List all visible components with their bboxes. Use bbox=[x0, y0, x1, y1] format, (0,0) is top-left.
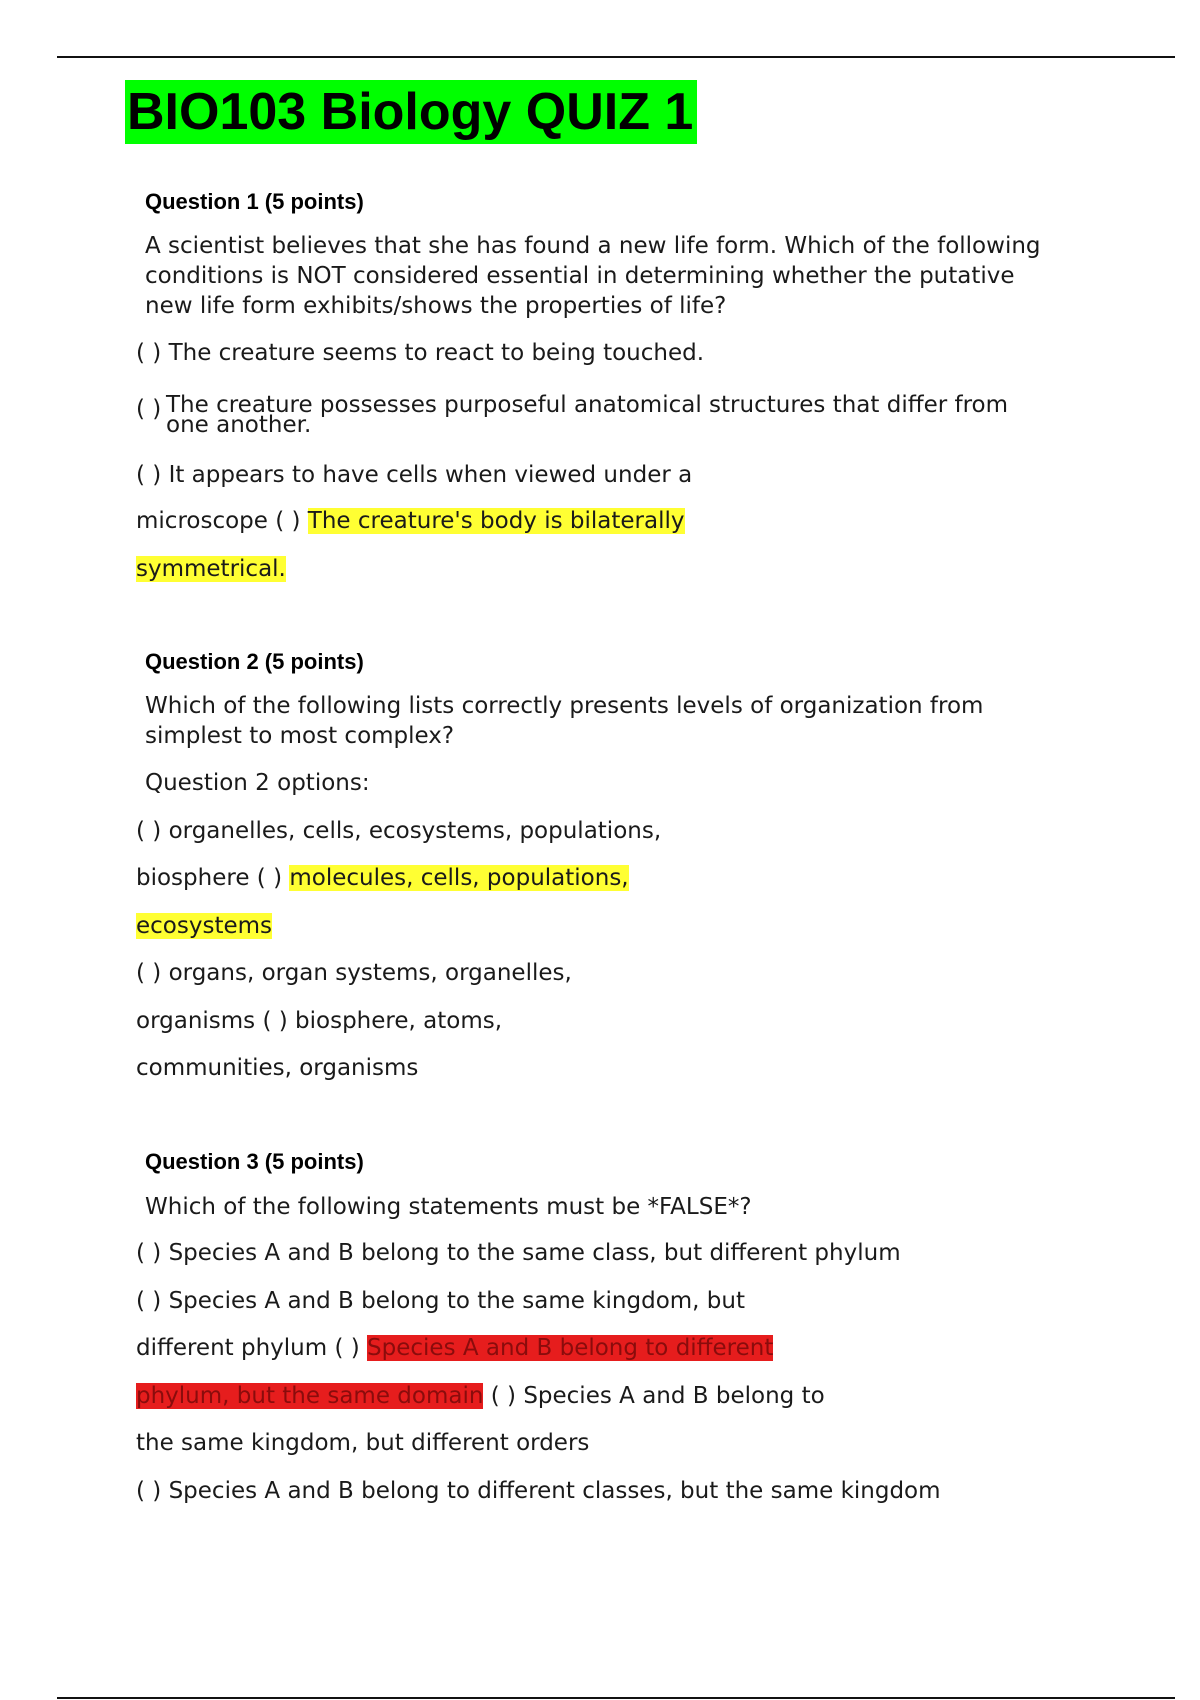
question-3-option-2-tail[interactable]: different phylum ( ) bbox=[136, 1335, 368, 1361]
question-1-option-3-line-1[interactable]: ( ) It appears to have cells when viewed under a bbox=[136, 462, 693, 488]
question-3-option-2-line-1[interactable]: ( ) Species A and B belong to the same kingdom, but bbox=[136, 1288, 745, 1314]
question-1-prompt-line-1: A scientist believes that she has found a new life form. Which of the following bbox=[145, 233, 1041, 259]
question-2-header: Question 2 (5 points) bbox=[145, 649, 364, 674]
question-2-option-3-line-1[interactable]: ( ) organs, organ systems, organelles, bbox=[136, 960, 572, 986]
top-rule bbox=[57, 56, 1175, 58]
question-2-option-1-line-1[interactable]: ( ) organelles, cells, ecosystems, populations, bbox=[136, 818, 662, 844]
question-3-wrong-answer-part-1[interactable]: Species A and B belong to different bbox=[367, 1335, 774, 1361]
question-2-prompt-line-1: Which of the following lists correctly presents levels of organization from bbox=[145, 693, 984, 719]
question-2-option-3-line-2[interactable]: organisms ( ) biosphere, atoms, bbox=[136, 1008, 503, 1034]
question-1-option-2-marker[interactable]: ( ) bbox=[136, 396, 162, 422]
question-1-correct-answer-part-2[interactable]: symmetrical. bbox=[136, 556, 286, 582]
question-2-option-4-line: communities, organisms bbox=[136, 1055, 419, 1081]
document-title: BIO103 Biology QUIZ 1 bbox=[125, 80, 697, 144]
question-1-option-1[interactable]: ( ) The creature seems to react to being touched. bbox=[136, 340, 705, 366]
question-1-option-2-line-1: The creature possesses purposeful anatomical structures that differ from bbox=[166, 392, 1009, 418]
question-3-wrong-answer-part-2[interactable]: phylum, but the same domain bbox=[136, 1383, 484, 1409]
question-1-option-4-line-2 bbox=[136, 554, 286, 584]
question-2-option-1-tail[interactable]: biosphere ( ) bbox=[136, 865, 290, 891]
question-2-correct-answer-part-2[interactable]: ecosystems bbox=[136, 913, 273, 939]
question-3-prompt: Which of the following statements must be *FALSE*? bbox=[145, 1194, 752, 1220]
question-1-header: Question 1 (5 points) bbox=[145, 189, 364, 214]
question-3-option-3-line-2 bbox=[136, 1381, 825, 1411]
question-1-option-3-line-2 bbox=[136, 506, 685, 536]
question-3-option-4-line-2: the same kingdom, but different orders bbox=[136, 1430, 590, 1456]
question-2-option-1-line-2 bbox=[136, 863, 629, 893]
bottom-rule bbox=[57, 1697, 1175, 1699]
question-1-prompt-line-3: new life form exhibits/shows the properties of life? bbox=[145, 293, 727, 319]
question-1-prompt-line-2: conditions is NOT considered essential in determining whether the putative bbox=[145, 263, 1015, 289]
question-3-option-4-part-1[interactable]: ( ) Species A and B belong to bbox=[483, 1383, 825, 1409]
question-2-option-2-line-2 bbox=[136, 911, 272, 941]
question-1-option-3-tail[interactable]: microscope ( ) bbox=[136, 508, 308, 534]
question-3-option-5[interactable]: ( ) Species A and B belong to different classes, but the same kingdom bbox=[136, 1478, 941, 1504]
question-3-option-2-line-2 bbox=[136, 1333, 773, 1363]
question-2-options-label: Question 2 options: bbox=[145, 770, 370, 796]
question-3-option-1[interactable]: ( ) Species A and B belong to the same class, but different phylum bbox=[136, 1240, 901, 1266]
question-1-option-2-line-2: one another. bbox=[166, 412, 312, 438]
question-3-header: Question 3 (5 points) bbox=[145, 1149, 364, 1174]
question-1-correct-answer-part-1[interactable]: The creature's body is bilaterally bbox=[307, 508, 685, 534]
question-2-correct-answer-part-1[interactable]: molecules, cells, populations, bbox=[289, 865, 629, 891]
question-2-prompt-line-2: simplest to most complex? bbox=[145, 723, 455, 749]
